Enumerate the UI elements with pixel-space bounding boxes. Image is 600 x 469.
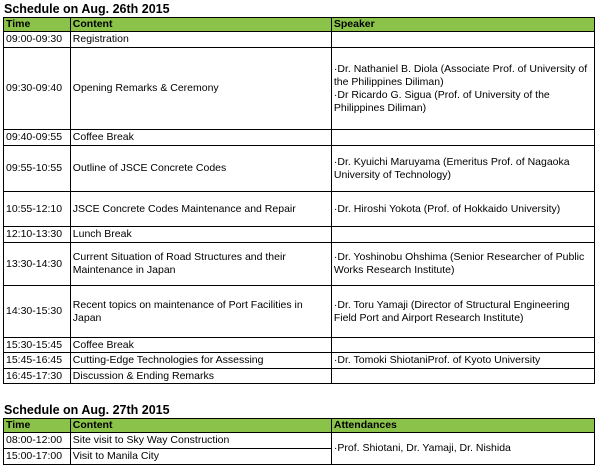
time-cell: 15:00-17:00 — [4, 449, 71, 465]
content-cell: Outline of JSCE Concrete Codes — [70, 146, 331, 192]
time-cell: 15:45-16:45 — [4, 353, 71, 369]
content-cell: Registration — [70, 32, 331, 48]
table-row — [4, 146, 595, 192]
table-row — [4, 130, 595, 146]
content-cell: Recent topics on maintenance of Port Facilities in Japan — [70, 286, 331, 338]
speaker-name: · Dr. Nathaniel B. Diola (Associate Prof. of University of the Philippines Diliman) — [334, 63, 594, 89]
table-row — [4, 433, 595, 449]
speaker-cell — [331, 353, 594, 369]
speaker-cell — [331, 32, 594, 48]
time-cell: 15:30-15:45 — [4, 338, 71, 353]
table-row — [4, 338, 595, 353]
day2-schedule-table — [3, 418, 595, 465]
day1-schedule-table — [3, 17, 595, 384]
content-cell: Lunch Break — [70, 227, 331, 243]
time-cell: 12:10-13:30 — [4, 227, 71, 243]
time-cell: 13:30-14:30 — [4, 243, 71, 286]
content-cell: Coffee Break — [70, 130, 331, 146]
time-cell: 08:00-12:00 — [4, 433, 71, 449]
speaker-cell — [331, 227, 594, 243]
speaker-cell — [331, 130, 594, 146]
table-row — [4, 243, 595, 286]
header-content: Content — [70, 18, 331, 32]
header-time: Time — [4, 419, 71, 433]
speaker-cell — [331, 192, 594, 227]
table-row — [4, 369, 595, 384]
content-cell: Current Situation of Road Structures and their Maintenance in Japan — [70, 243, 331, 286]
table-row — [4, 353, 595, 369]
header-attendances: Attendances — [331, 419, 594, 433]
table-row — [4, 286, 595, 338]
time-cell: 14:30-15:30 — [4, 286, 71, 338]
speaker-cell — [331, 146, 594, 192]
time-cell: 09:00-09:30 — [4, 32, 71, 48]
content-cell: Cutting-Edge Technologies for Assessing — [70, 353, 331, 369]
speaker-name: · Dr. Toru Yamaji (Director of Structural Engineering Field Port and Airport Research Institute) — [334, 299, 594, 325]
content-cell: JSCE Concrete Codes Maintenance and Repair — [70, 192, 331, 227]
speaker-name: · Dr. Yoshinobu Ohshima (Senior Researcher of Public Works Research Institute) — [334, 251, 594, 277]
day1-title: Schedule on Aug. 26th 2015 — [4, 2, 170, 16]
time-cell: 16:45-17:30 — [4, 369, 71, 384]
speaker-name: · Dr. Kyuichi Maruyama (Emeritus Prof. of Nagaoka University of Technology) — [334, 156, 594, 182]
time-cell: 09:55-10:55 — [4, 146, 71, 192]
content-cell: Opening Remarks & Ceremony — [70, 48, 331, 130]
speaker-cell — [331, 369, 594, 384]
speaker-cell — [331, 338, 594, 353]
table-row — [4, 48, 595, 130]
header-speaker: Speaker — [331, 18, 594, 32]
attendances-cell — [331, 433, 594, 465]
content-cell: Site visit to Sky Way Construction — [70, 433, 331, 449]
speaker-cell — [331, 243, 594, 286]
table-row — [4, 192, 595, 227]
time-cell: 09:30-09:40 — [4, 48, 71, 130]
time-cell: 09:40-09:55 — [4, 130, 71, 146]
speaker-cell — [331, 286, 594, 338]
header-content: Content — [70, 419, 331, 433]
content-cell: Discussion & Ending Remarks — [70, 369, 331, 384]
speaker-cell — [331, 48, 594, 130]
table-row — [4, 227, 595, 243]
speaker-name: · Dr. Tomoki ShiotaniProf. of Kyoto University — [334, 354, 594, 367]
content-cell: Coffee Break — [70, 338, 331, 353]
header-time: Time — [4, 18, 71, 32]
speaker-name: · Dr Ricardo G. Sigua (Prof. of University of the Philippines Diliman) — [334, 89, 594, 115]
attendance-names: · Prof. Shiotani, Dr. Yamaji, Dr. Nishida — [334, 442, 594, 455]
speaker-name: · Dr. Hiroshi Yokota (Prof. of Hokkaido University) — [334, 203, 594, 216]
content-cell: Visit to Manila City — [70, 449, 331, 465]
day2-title: Schedule on Aug. 27th 2015 — [4, 403, 170, 417]
time-cell: 10:55-12:10 — [4, 192, 71, 227]
table-row — [4, 32, 595, 48]
